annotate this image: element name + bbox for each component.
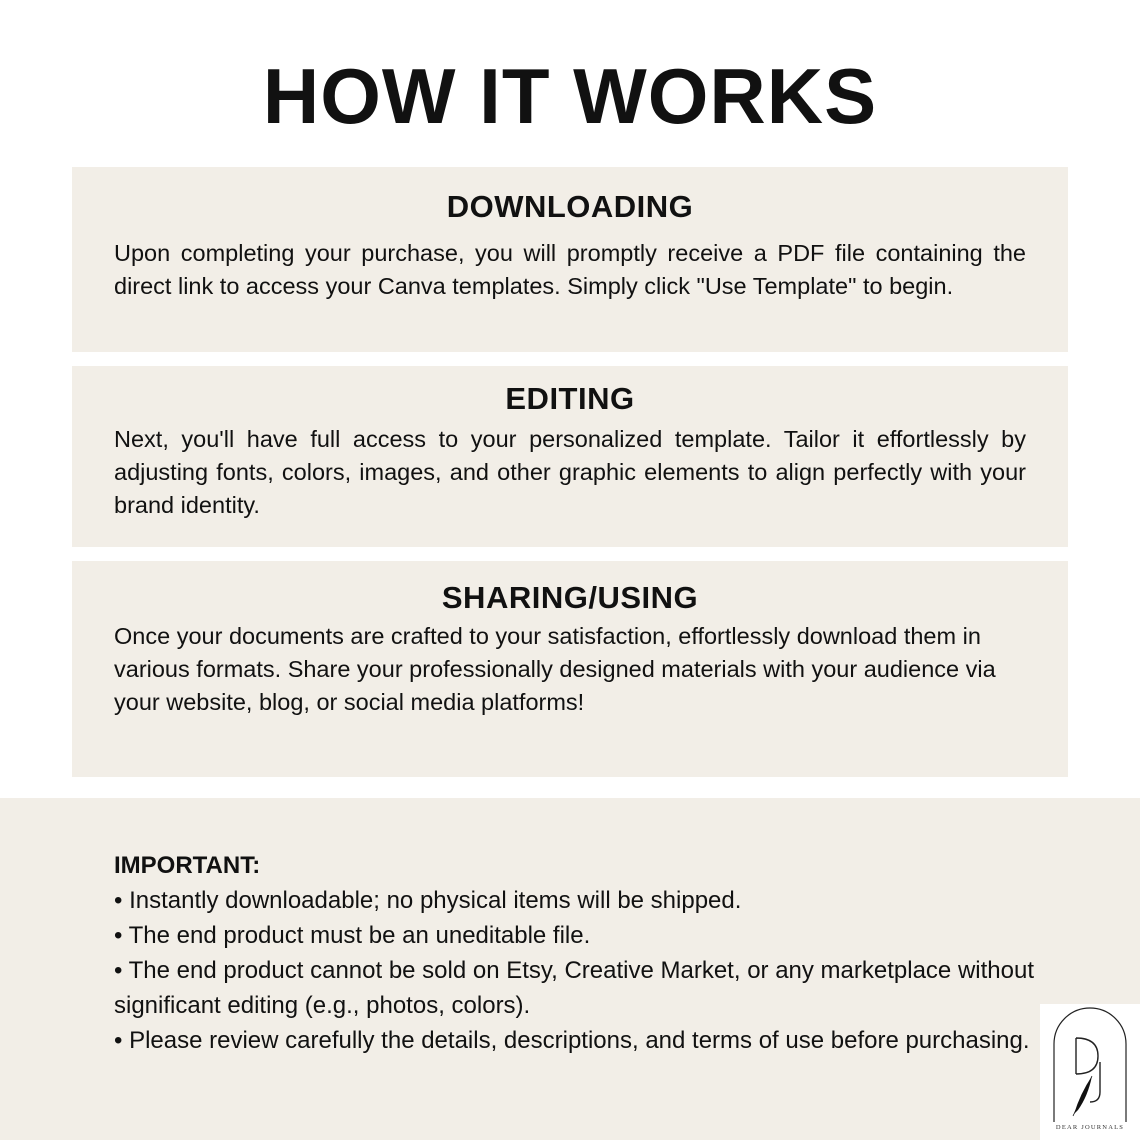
important-item: • The end product cannot be sold on Etsy, Creative Market, or any marketplace without significant editing (e.g., photos, colors). bbox=[114, 957, 1034, 1019]
brand-logo bbox=[1040, 1004, 1140, 1140]
sharing-text: Once your documents are crafted to your satisfaction, effortlessly download them in various formats. Share your professionally designed materials with your audience via your website, blog, or social media platforms! bbox=[114, 623, 996, 715]
editing-heading: EDITING bbox=[505, 381, 635, 416]
editing-text: Next, you'll have full access to your personalized template. Tailor it effortlessly by adjusting fonts, colors, images, and other graphic elements to align perfectly with your brand identity. bbox=[114, 426, 1026, 518]
important-item: • Please review carefully the details, descriptions, and terms of use before purchasing. bbox=[114, 1027, 1030, 1054]
logo-text: DEAR JOURNALS bbox=[1055, 1124, 1125, 1131]
downloading-section bbox=[72, 167, 1068, 352]
important-item: • Instantly downloadable; no physical items will be shipped. bbox=[114, 887, 742, 914]
downloading-text: Upon completing your purchase, you will promptly receive a PDF file containing the direct link to access your Canva templates. Simply click "Use Template" to begin. bbox=[114, 240, 1026, 299]
important-panel bbox=[0, 798, 1140, 1140]
important-heading: IMPORTANT: bbox=[114, 852, 261, 879]
important-notes bbox=[114, 848, 1034, 1058]
sharing-section bbox=[72, 561, 1068, 777]
downloading-heading: DOWNLOADING bbox=[446, 189, 694, 224]
sharing-heading: SHARING/USING bbox=[441, 580, 699, 615]
page-title: HOW IT WORKS bbox=[262, 52, 878, 140]
feather-monogram-icon bbox=[1040, 1004, 1140, 1124]
editing-section bbox=[72, 366, 1068, 547]
important-item: • The end product must be an uneditable file. bbox=[114, 922, 591, 949]
